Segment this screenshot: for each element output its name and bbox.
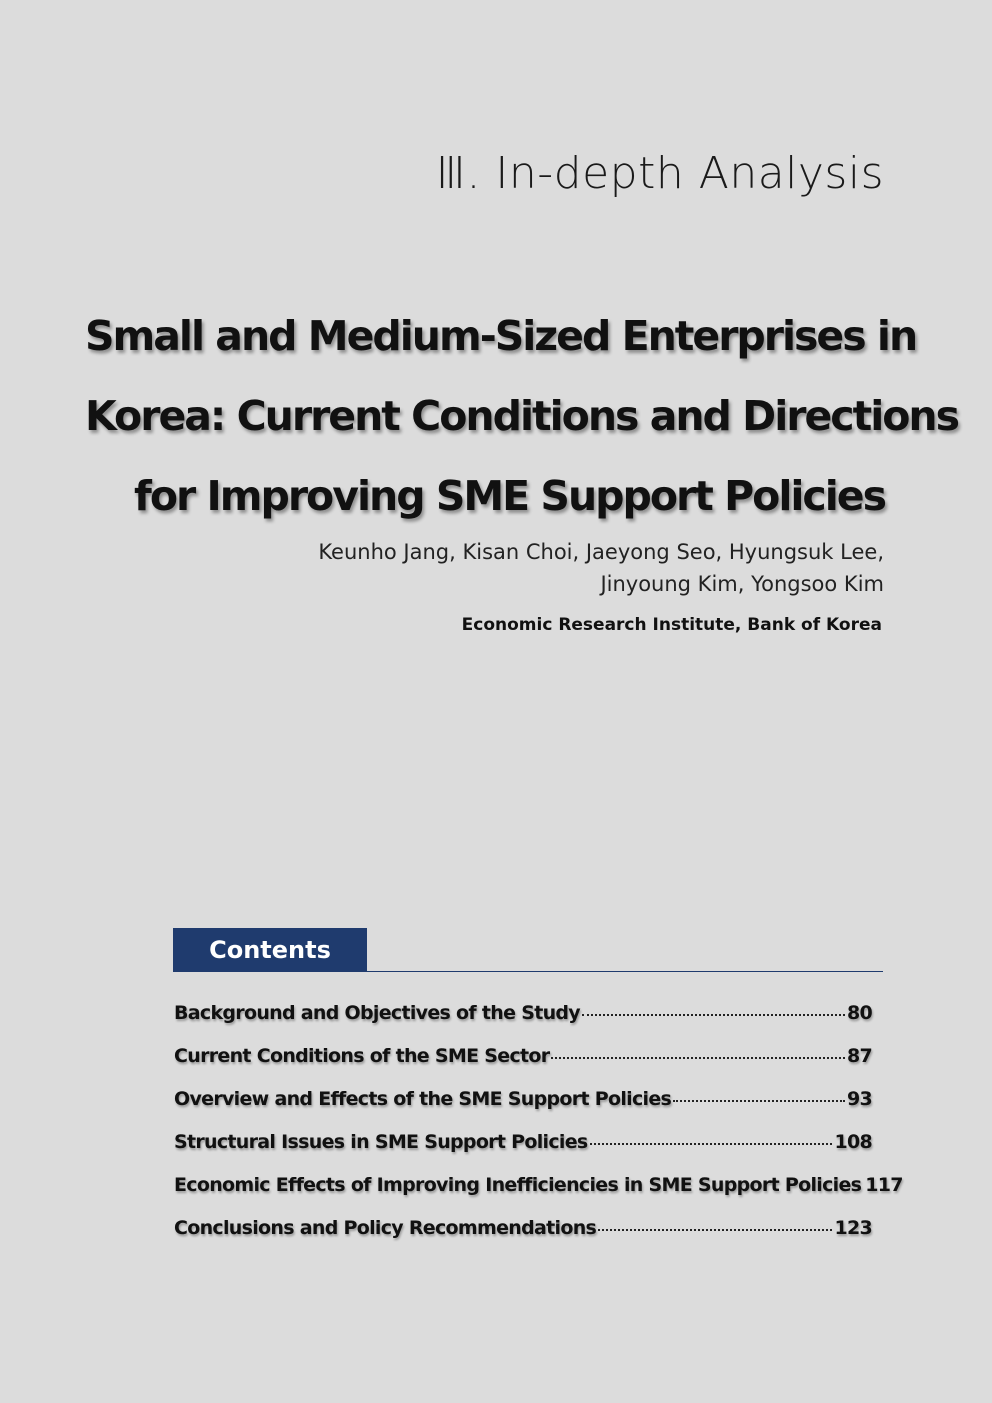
toc-entry-title: Current Conditions of the SME Sector: [174, 1045, 550, 1067]
toc-entry-page: 93: [846, 1088, 872, 1110]
toc-entry-page: 117: [865, 1174, 903, 1196]
toc-leader-dots: [590, 1143, 833, 1145]
report-title: [85, 296, 959, 536]
section-heading: Ⅲ. In-depth Analysis: [435, 148, 884, 199]
toc-entry[interactable]: [174, 1174, 903, 1217]
contents-divider: [367, 971, 883, 972]
contents-header: [173, 928, 883, 972]
toc-entry-page: 80: [846, 1002, 872, 1024]
authors-line: Keunho Jang, Kisan Choi, Jaeyong Seo, Hyungsuk Lee,: [318, 540, 884, 564]
toc-entry[interactable]: [174, 1002, 872, 1045]
toc-entry-page: 123: [834, 1217, 872, 1239]
title-line: for Improving SME Support Policies: [134, 472, 885, 520]
title-line: Small and Medium-Sized Enterprises in: [85, 312, 917, 360]
toc-entry-title: Structural Issues in SME Support Policies: [174, 1131, 588, 1153]
toc-entry-title: Background and Objectives of the Study: [174, 1002, 580, 1024]
toc-leader-dots: [673, 1100, 845, 1102]
toc-entry[interactable]: [174, 1131, 872, 1174]
toc-entry[interactable]: [174, 1045, 872, 1088]
toc-entry[interactable]: [174, 1088, 872, 1131]
toc-leader-dots: [582, 1014, 845, 1016]
toc-entry[interactable]: [174, 1217, 872, 1260]
affiliation: Economic Research Institute, Bank of Korea: [461, 615, 882, 635]
toc-entry-title: Conclusions and Policy Recommendations: [174, 1217, 597, 1239]
toc-entry-title: Economic Effects of Improving Inefficiencies in SME Support Policies: [174, 1174, 862, 1196]
toc-leader-dots: [598, 1229, 832, 1231]
contents-label: Contents: [173, 928, 367, 972]
toc-entry-page: 108: [834, 1131, 872, 1153]
toc-leader-dots: [551, 1057, 845, 1059]
authors: [318, 536, 884, 600]
toc-entry-title: Overview and Effects of the SME Support Policies: [174, 1088, 672, 1110]
table-of-contents: [174, 1002, 903, 1260]
title-line: Korea: Current Conditions and Directions: [85, 392, 959, 440]
authors-line: Jinyoung Kim, Yongsoo Kim: [600, 572, 884, 596]
toc-entry-page: 87: [846, 1045, 872, 1067]
